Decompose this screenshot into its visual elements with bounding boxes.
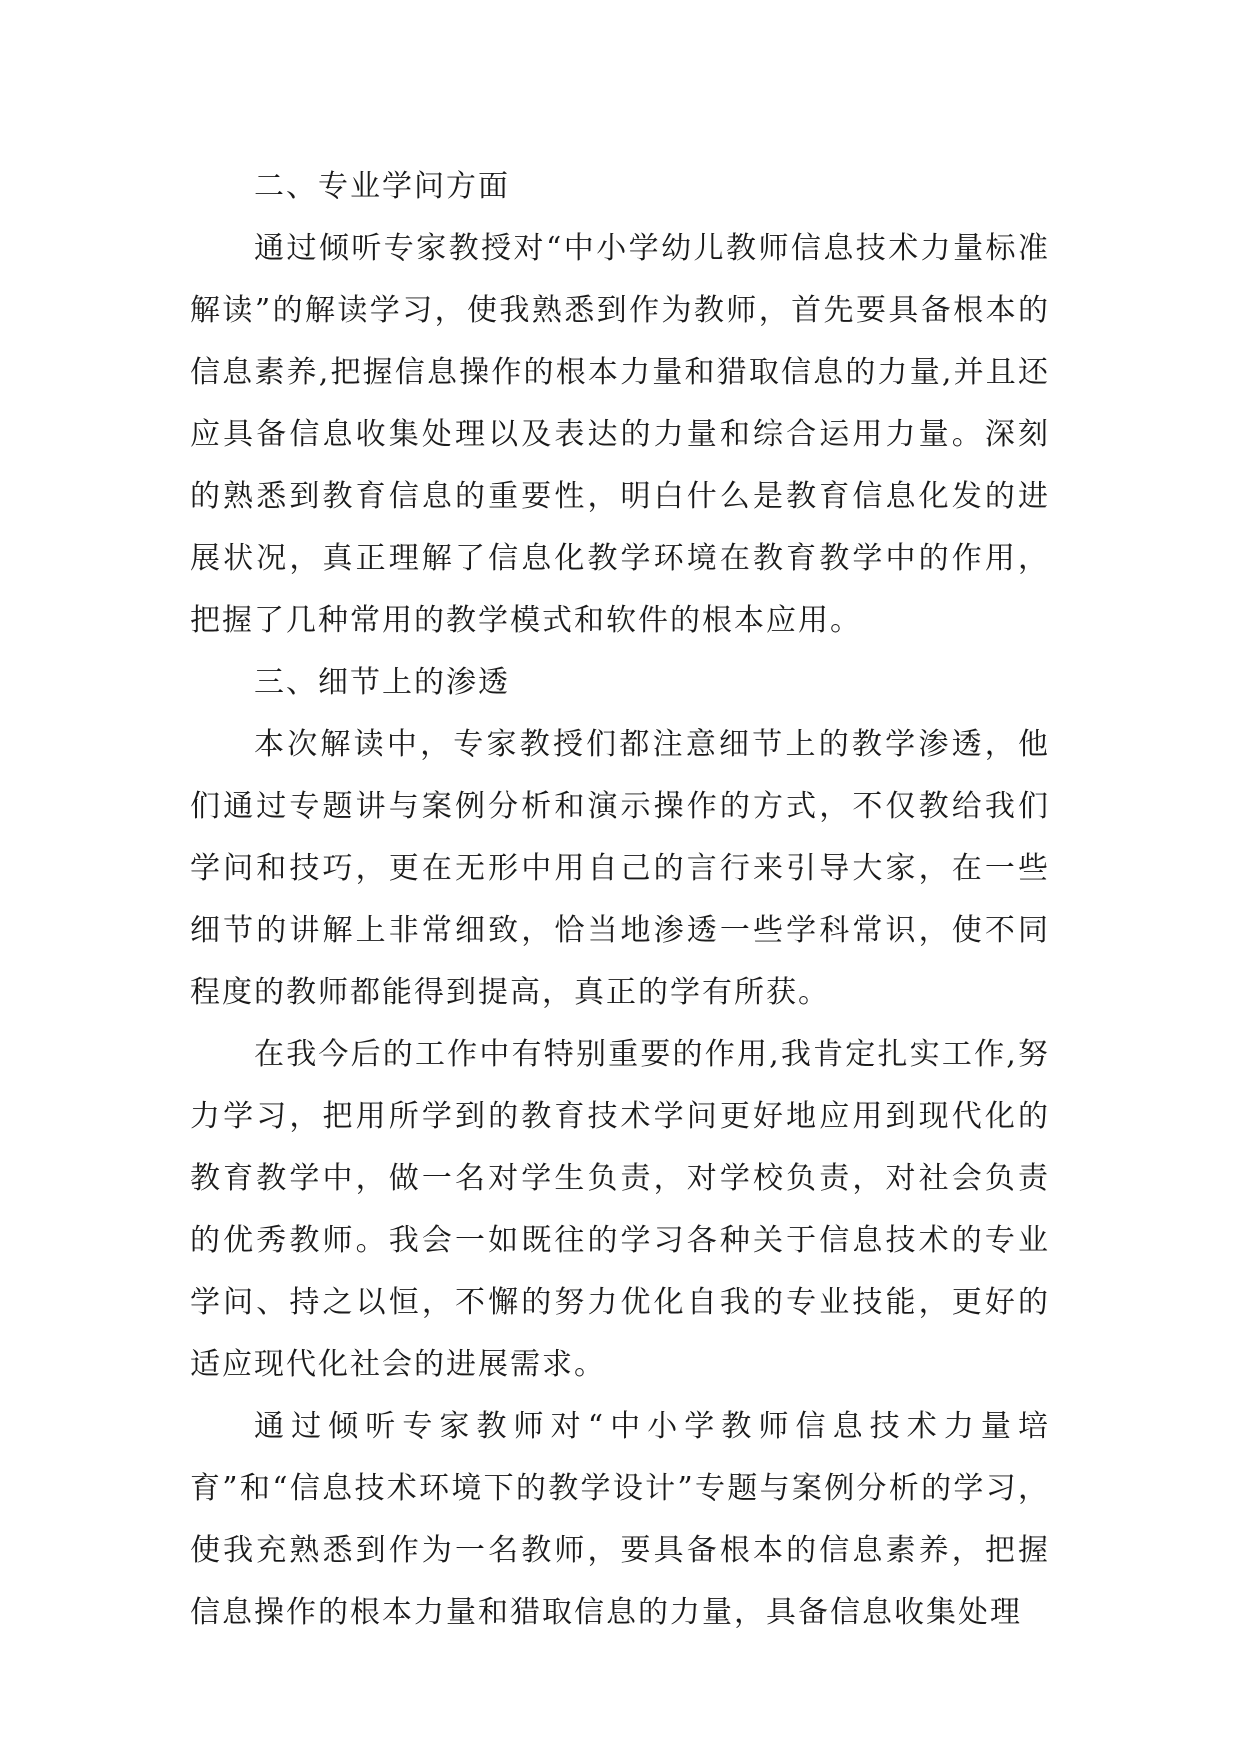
paragraph-teacher-training: 通过倾听专家教师对“中小学教师信息技术力量培育”和“信息技术环境下的教学设计”专题与案例分析的学习，使我充熟悉到作为一名教师，要具备根本的信息素养，把握信息操作的根本力量和猎取信息的力量，具备信息收集处理 [190,1409,1050,1630]
section-heading-detail-infiltration: 三、细节上的渗透 [254,665,510,700]
document-body [190,156,1050,1644]
section-heading-professional-knowledge: 二、专业学问方面 [254,169,510,204]
paragraph-standard-interpretation: 通过倾听专家教授对“中小学幼儿教师信息技术力量标准解读”的解读学习，使我熟悉到作为教师，首先要具备根本的信息素养,把握信息操作的根本力量和猎取信息的力量,并且还应具备信息收集处理以及表达的力量和综合运用力量。深刻的熟悉到教育信息的重要性，明白什么是教育信息化发的进展状况，真正理解了信息化教学环境在教育教学中的作用，把握了几种常用的教学模式和软件的根本应用。 [190,231,1050,638]
paragraph-future-work: 在我今后的工作中有特别重要的作用,我肯定扎实工作,努力学习，把用所学到的教育技术学问更好地应用到现代化的教育教学中，做一名对学生负责，对学校负责，对社会负责的优秀教师。我会一如既往的学习各种关于信息技术的专业学问、持之以恒，不懈的努力优化自我的专业技能，更好的适应现代化社会的进展需求。 [190,1037,1050,1382]
paragraph-detail-infiltration: 本次解读中，专家教授们都注意细节上的教学渗透，他们通过专题讲与案例分析和演示操作的方式，不仅教给我们学问和技巧，更在无形中用自己的言行来引导大家，在一些细节的讲解上非常细致，恰当地渗透一些学科常识，使不同程度的教师都能得到提高，真正的学有所获。 [190,727,1050,1010]
